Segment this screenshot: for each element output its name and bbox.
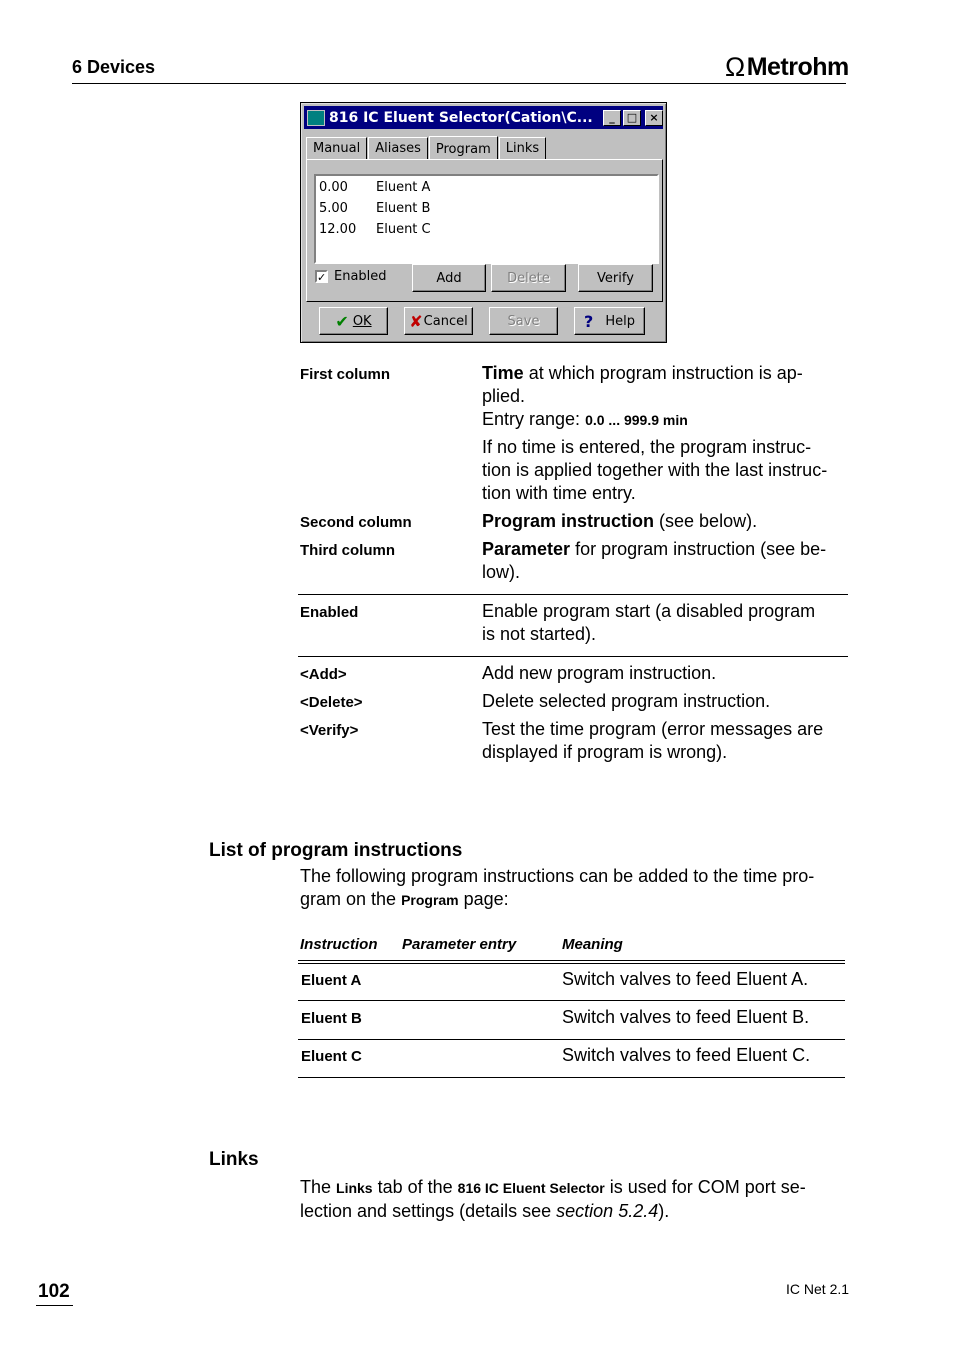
enabled-label: Enabled bbox=[300, 604, 359, 621]
tab-manual[interactable]: Manual bbox=[306, 137, 367, 160]
checkmark-icon: ✓ bbox=[317, 271, 327, 284]
cross-icon: ✘ bbox=[409, 311, 423, 331]
instructions-intro: The following program instructions can be added to the time pro- gram on the Program page: bbox=[300, 866, 815, 909]
section-header: 6 Devices bbox=[72, 57, 156, 77]
tab-program[interactable]: Program bbox=[429, 136, 498, 160]
app-icon bbox=[307, 110, 325, 126]
cancel-button[interactable]: ✘ Cancel bbox=[404, 307, 473, 335]
program-tab-panel bbox=[306, 159, 663, 302]
third-column-desc: Parameter for program instruction (see be- low). bbox=[482, 539, 827, 582]
table-row-rule bbox=[298, 1000, 845, 1001]
logo-text: Metrohm bbox=[746, 53, 849, 81]
enabled-desc: Enable program start (a disabled program is not started). bbox=[482, 601, 816, 644]
add-desc: Add new program instruction. bbox=[482, 663, 717, 683]
section-heading-instructions: List of program instructions bbox=[209, 840, 463, 861]
add-button[interactable]: Add bbox=[412, 264, 486, 292]
delete-button[interactable]: Delete bbox=[491, 264, 566, 292]
omega-logo-icon: Ω bbox=[725, 52, 745, 82]
table-cell-instruction: Eluent C bbox=[301, 1048, 362, 1065]
table-cell-meaning: Switch valves to feed Eluent A. bbox=[562, 969, 809, 989]
save-button[interactable]: Save bbox=[489, 307, 558, 335]
links-paragraph: The Links tab of the 816 IC Eluent Selector is used for COM port se- lection and settings (details see section 5.2.4). bbox=[300, 1177, 806, 1221]
enabled-checkbox[interactable]: ✓ Enabled bbox=[317, 269, 387, 284]
list-item[interactable]: 12.00 Eluent C bbox=[319, 222, 431, 237]
page-number: 102 bbox=[38, 1281, 70, 1302]
minimize-button[interactable]: _ bbox=[603, 110, 621, 126]
help-button[interactable]: ? Help bbox=[574, 307, 645, 335]
checkmark-icon: ✔ bbox=[335, 311, 349, 331]
list-item[interactable]: 0.00 Eluent A bbox=[319, 180, 431, 195]
add-label: <Add> bbox=[300, 666, 347, 683]
close-button[interactable]: × bbox=[645, 110, 663, 126]
table-cell-meaning: Switch valves to feed Eluent C. bbox=[562, 1045, 811, 1065]
table-row-rule bbox=[298, 1077, 845, 1078]
table-header-rule bbox=[298, 960, 845, 961]
verify-desc: Test the time program (error messages are displayed if program is wrong). bbox=[482, 719, 824, 762]
second-column-label: Second column bbox=[300, 514, 412, 531]
first-column-label: First column bbox=[300, 366, 391, 383]
tab-links[interactable]: Links bbox=[499, 137, 546, 160]
second-column-desc: Program instruction (see below). bbox=[482, 511, 758, 531]
help-icon: ? bbox=[584, 311, 594, 331]
product-name: IC Net 2.1 bbox=[786, 1281, 850, 1297]
table-cell-instruction: Eluent B bbox=[301, 1010, 362, 1027]
verify-button[interactable]: Verify bbox=[578, 264, 653, 292]
list-item[interactable]: 5.00 Eluent B bbox=[319, 201, 431, 216]
divider bbox=[298, 656, 848, 657]
table-cell-instruction: Eluent A bbox=[301, 972, 362, 989]
third-column-label: Third column bbox=[300, 542, 395, 559]
table-row-rule bbox=[298, 1039, 845, 1040]
section-heading-links: Links bbox=[209, 1149, 259, 1170]
eluent-selector-window bbox=[300, 102, 667, 343]
first-column-desc: Time at which program instruction is ap- plied. Entry range: 0.0 ... 999.9 min bbox=[482, 363, 803, 429]
maximize-button[interactable]: □ bbox=[623, 110, 641, 126]
program-listbox[interactable] bbox=[314, 174, 659, 264]
verify-label: <Verify> bbox=[300, 722, 359, 739]
table-cell-meaning: Switch valves to feed Eluent B. bbox=[562, 1007, 810, 1027]
tab-strip bbox=[306, 136, 547, 160]
delete-label: <Delete> bbox=[300, 694, 363, 711]
page-number-rule bbox=[36, 1305, 73, 1306]
window-titlebar[interactable] bbox=[304, 106, 663, 129]
first-column-note: If no time is entered, the program instruc- tion is applied together with the last instruc- tion with time entry. bbox=[482, 437, 828, 503]
divider bbox=[298, 594, 848, 595]
ok-button[interactable]: ✔ OK bbox=[319, 307, 388, 335]
tab-aliases[interactable]: Aliases bbox=[368, 137, 428, 160]
table-header-instruction: Instruction bbox=[300, 936, 378, 953]
metrohm-logo bbox=[725, 52, 849, 83]
table-header-rule bbox=[298, 963, 845, 964]
table-header-meaning: Meaning bbox=[562, 936, 623, 953]
header-rule bbox=[72, 83, 846, 84]
window-title: 816 IC Eluent Selector(Cation\C... bbox=[329, 109, 593, 126]
table-header-parameter: Parameter entry bbox=[402, 936, 517, 953]
delete-desc: Delete selected program instruction. bbox=[482, 691, 771, 711]
